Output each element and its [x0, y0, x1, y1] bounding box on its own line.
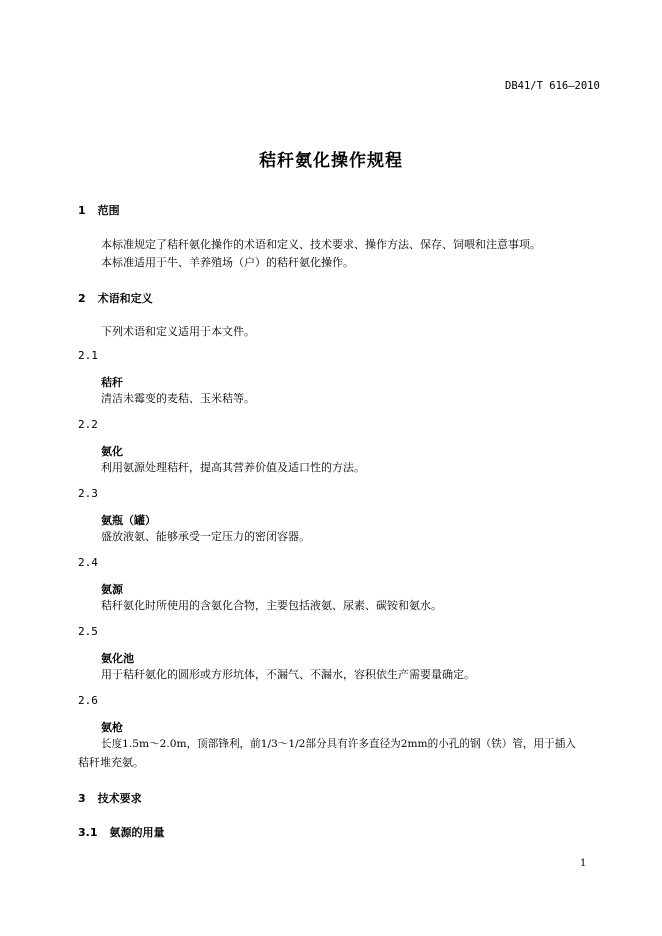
- section-1-paragraph: 本标准规定了秸秆氨化操作的术语和定义、技术要求、操作方法、保存、饲喂和注意事项。: [101, 238, 541, 251]
- term-definition: 秸秆氨化时所使用的含氨化合物，主要包括液氨、尿素、碳铵和氨水。: [101, 599, 442, 612]
- term-definition-continued: 秸秆堆充氨。: [78, 756, 144, 769]
- section-number: 3.1: [78, 826, 98, 839]
- standard-code: DB41/T 616—2010: [505, 80, 600, 92]
- page-number: 1: [580, 858, 587, 869]
- document-title: 秸秆氨化操作规程: [259, 151, 403, 171]
- section-title: 术语和定义: [97, 292, 153, 305]
- term-name: 氨瓶（罐）: [101, 514, 156, 527]
- term-definition: 长度1.5m～2.0m，顶部锋利，前1/3～1/2部分具有许多直径为2mm的小孔的钢（铁）管，用于插入: [101, 738, 576, 750]
- term-name: 秸秆: [101, 376, 123, 389]
- term-definition: 利用氨源处理秸秆，提高其营养价值及适口性的方法。: [101, 461, 365, 474]
- section-title: 范围: [97, 204, 120, 217]
- term-definition: 清洁未霉变的麦秸、玉米秸等。: [101, 392, 255, 405]
- term-number: 2.6: [78, 694, 98, 707]
- subsection-3-1-heading: [78, 824, 165, 840]
- section-1-paragraph: 本标准适用于牛、羊养殖场（户）的秸秆氨化操作。: [101, 256, 354, 269]
- section-1-heading: [78, 202, 120, 218]
- section-2-heading: [78, 290, 153, 306]
- section-title: 氨源的用量: [109, 826, 165, 839]
- section-number: 1: [78, 204, 86, 217]
- term-name: 氨化池: [101, 652, 134, 665]
- term-name: 氨源: [101, 583, 123, 596]
- term-number: 2.2: [78, 418, 98, 431]
- term-definition: 盛放液氨、能够承受一定压力的密闭容器。: [101, 530, 310, 543]
- term-definition: 用于秸秆氨化的圆形或方形坑体，不漏气、不漏水，容积依生产需要量确定。: [101, 668, 475, 681]
- section-number: 2: [78, 292, 86, 305]
- section-2-paragraph: 下列术语和定义适用于本文件。: [101, 325, 255, 338]
- term-number: 2.5: [78, 625, 98, 638]
- term-number: 2.4: [78, 556, 98, 569]
- term-number: 2.1: [78, 349, 98, 362]
- term-name: 氨枪: [101, 721, 123, 734]
- section-title: 技术要求: [97, 792, 142, 805]
- section-number: 3: [78, 792, 86, 805]
- term-number: 2.3: [78, 487, 98, 500]
- term-name: 氨化: [101, 445, 123, 458]
- section-3-heading: [78, 790, 142, 806]
